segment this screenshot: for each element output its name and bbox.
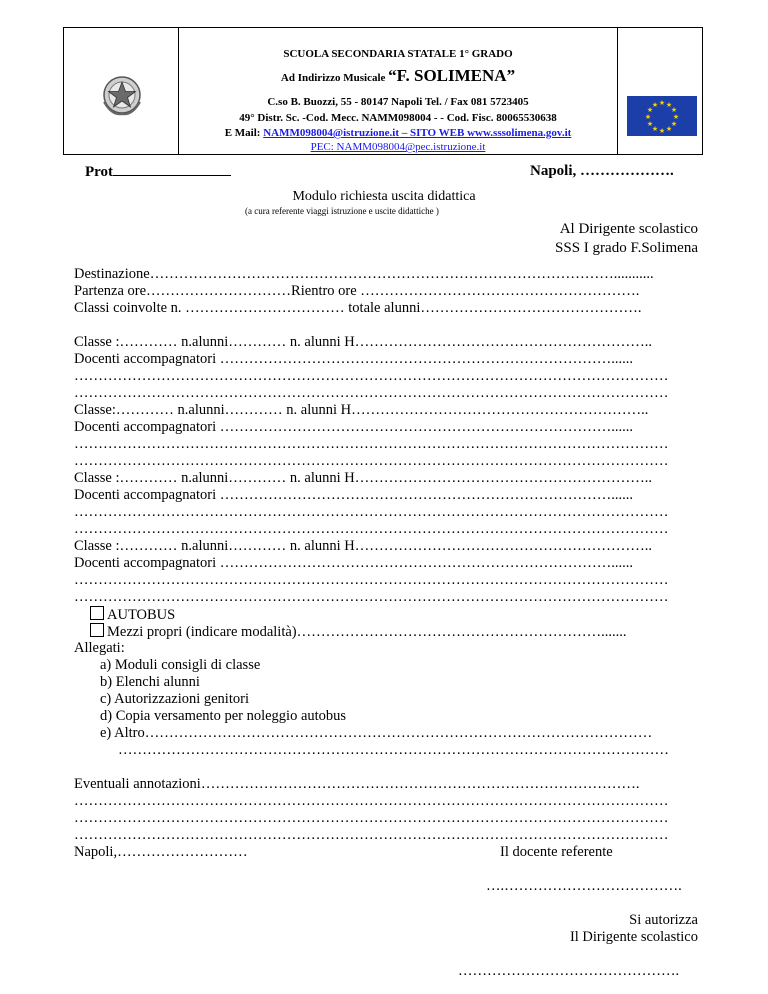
autobus-checkbox[interactable] (90, 606, 104, 620)
svg-text:★: ★ (670, 120, 678, 128)
field-classi[interactable]: Classi coinvolte n. …………………………… totale alunni………………………………………. (74, 300, 642, 316)
blank-line[interactable]: …………………………………………………………………………………………………………… (74, 504, 669, 520)
school-codes: 49° Distr. Sc. -Cod. Mecc. NAMM098004 - - Cod. Fisc. 80065530638 (239, 112, 557, 124)
allegato-letter: c) (100, 691, 112, 707)
allegato-letter: a) (100, 657, 112, 673)
blank-line[interactable]: …………………………………………………………………………………………………………… (74, 589, 669, 605)
docente-label: Il docente referente (500, 844, 613, 860)
dirigente-label: Il Dirigente scolastico (569, 929, 698, 945)
website-label[interactable]: – SITO WEB (399, 127, 468, 139)
protocol-blank[interactable] (113, 163, 231, 176)
blank-line[interactable]: …………………………………………………………………………………………………………… (74, 827, 669, 843)
eu-flag-cell (617, 28, 702, 154)
protocol-field[interactable] (85, 163, 231, 181)
email-link[interactable]: NAMM098004@istruzione.it (263, 127, 399, 139)
field-classe-3[interactable]: Classe :………… n.alunni………… n. alunni H…………………………………………………….. (74, 470, 652, 486)
field-docenti-1[interactable]: Docenti accompagnatori ………………………………………………………………………...... (74, 351, 633, 367)
svg-text:★: ★ (665, 125, 673, 133)
svg-text:★: ★ (665, 101, 673, 109)
pec-link[interactable]: PEC: NAMM098004@pec.istruzione.it (310, 141, 486, 153)
docente-signature-line[interactable]: ….………………………………. (486, 878, 682, 894)
blank-line[interactable]: …………………………………………………………………………………………………………… (74, 385, 669, 401)
school-pec (179, 141, 617, 153)
allegato-text[interactable]: Altro…………………………………………………………………………………………… (114, 725, 653, 741)
field-orari[interactable]: Partenza ore…………………………Rientro ore …………………………………………………. (74, 283, 640, 299)
blank-line[interactable]: …………………………………………………………………………………………………………… (74, 453, 669, 469)
allegati-extra-line[interactable]: …………………………………………………………………………………………………… (118, 742, 669, 758)
place-date: Napoli, ………………. (530, 163, 674, 179)
svg-text:★: ★ (651, 101, 659, 109)
allegato-text: Elenchi alunni (115, 674, 200, 690)
field-destinazione[interactable]: Destinazione……………………………………………………………………………………........... (74, 266, 654, 282)
field-annotazioni[interactable]: Eventuali annotazioni………………………………………………………………………………. (74, 776, 640, 792)
allegato-letter: e) (100, 725, 112, 741)
allegato-item (100, 657, 694, 674)
allegato-item (100, 691, 694, 708)
place-date-bottom[interactable]: Napoli,……………………… (74, 844, 248, 860)
allegati-label: Allegati: (74, 640, 125, 656)
field-classe-1[interactable]: Classe :………… n.alunni………… n. alunni H…………………………………………………….. (74, 334, 652, 350)
mezzi-propri-label: Mezzi propri (indicare modalità)………………………………………………………....... (107, 624, 627, 640)
form-subtitle: (a cura referente viaggi istruzione e uscite didattiche ) (245, 206, 439, 216)
school-address: C.so B. Buozzi, 55 - 80147 Napoli Tel. / Fax 081 5723405 (267, 96, 529, 108)
school-name-line (179, 66, 617, 86)
eu-flag-icon (627, 96, 697, 136)
recipient-line2: SSS I grado F.Solimena (555, 240, 698, 256)
allegato-text: Moduli consigli di classe (114, 657, 261, 673)
autorizza-label: Si autorizza (629, 912, 698, 928)
music-label: Ad Indirizzo Musicale (280, 72, 386, 84)
blank-line[interactable]: …………………………………………………………………………………………………………… (74, 521, 669, 537)
email-label: E Mail: (224, 127, 264, 139)
field-classe-4[interactable]: Classe :………… n.alunni………… n. alunni H…………………………………………………….. (74, 538, 652, 554)
svg-text:★: ★ (672, 113, 680, 121)
svg-text:★: ★ (646, 120, 654, 128)
svg-text:★: ★ (658, 127, 666, 135)
allegato-item[interactable] (100, 725, 694, 742)
field-docenti-2[interactable]: Docenti accompagnatori ………………………………………………………………………...... (74, 419, 633, 435)
allegato-item (100, 708, 694, 725)
field-docenti-3[interactable]: Docenti accompagnatori ………………………………………………………………………...... (74, 487, 633, 503)
mezzi-propri-checkbox[interactable] (90, 623, 104, 637)
allegato-item (100, 674, 694, 691)
protocol-label: Prot (85, 164, 114, 180)
school-contacts (179, 127, 617, 139)
allegato-text: Copia versamento per noleggio autobus (115, 708, 347, 724)
allegato-letter: d) (100, 708, 113, 724)
option-mezzi-propri[interactable] (90, 623, 694, 641)
website-link[interactable]: www.sssolimena.gov.it (467, 127, 572, 139)
dirigente-signature-line[interactable]: ………………………………………. (458, 963, 680, 979)
svg-text:★: ★ (651, 125, 659, 133)
allegato-text: Autorizzazioni genitori (114, 691, 249, 707)
blank-line[interactable]: …………………………………………………………………………………………………………… (74, 368, 669, 384)
allegato-letter: b) (100, 674, 113, 690)
svg-text:★: ★ (646, 106, 654, 114)
school-info (179, 28, 617, 154)
italian-republic-emblem-icon (100, 72, 144, 118)
emblem-cell (64, 28, 179, 154)
blank-line[interactable]: …………………………………………………………………………………………………………… (74, 572, 669, 588)
blank-line[interactable]: …………………………………………………………………………………………………………… (74, 810, 669, 826)
blank-line[interactable]: …………………………………………………………………………………………………………… (74, 436, 669, 452)
field-classe-2[interactable]: Classe:………… n.alunni………… n. alunni H…………………………………………………….. (74, 402, 649, 418)
svg-text:★: ★ (644, 113, 652, 121)
autobus-label: AUTOBUS (107, 607, 176, 623)
svg-text:★: ★ (670, 106, 678, 114)
school-name: “F. SOLIMENA” (388, 66, 516, 85)
form-title: Modulo richiesta uscita didattica (292, 189, 476, 204)
field-docenti-4[interactable]: Docenti accompagnatori ………………………………………………………………………...... (74, 555, 633, 571)
svg-text:★: ★ (658, 99, 666, 107)
recipient-line1: Al Dirigente scolastico (559, 221, 698, 237)
letterhead (63, 27, 703, 155)
blank-line[interactable]: …………………………………………………………………………………………………………… (74, 793, 669, 809)
option-autobus[interactable] (90, 606, 694, 624)
school-type: SCUOLA SECONDARIA STATALE 1° GRADO (283, 48, 513, 60)
